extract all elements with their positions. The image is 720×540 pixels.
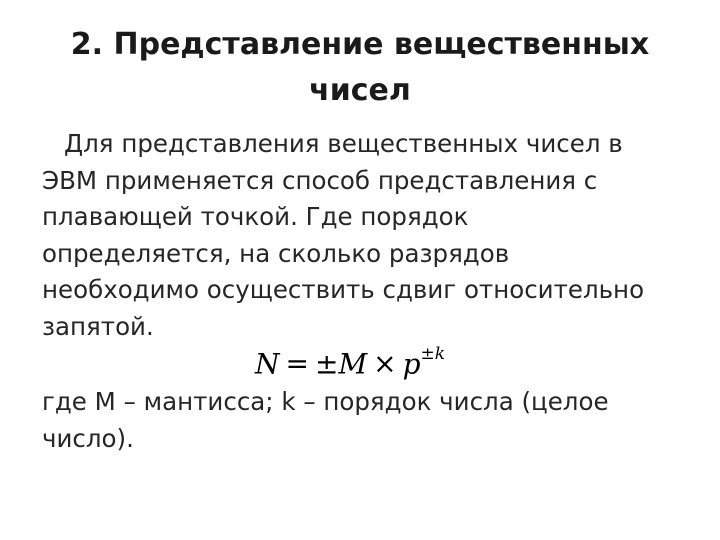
formula-plus-minus: ± xyxy=(314,347,339,381)
formula-lhs: N xyxy=(255,347,280,381)
body-line: плавающей точкой. Где порядок xyxy=(42,202,469,231)
formula-base: p xyxy=(402,347,421,381)
formula-exponent: ±k xyxy=(420,344,446,364)
title-line-2: чисел xyxy=(309,73,411,108)
body-line: Для представления вещественных чисел в xyxy=(64,129,623,158)
explanation-text xyxy=(42,384,682,457)
formula-equals: = xyxy=(285,347,309,381)
formula-mantissa: M xyxy=(338,347,368,381)
body-line: необходимо осуществить сдвиг относительно xyxy=(42,275,645,304)
formula-times: × xyxy=(373,347,397,381)
body-line: ЭВМ применяется способ представления с xyxy=(42,165,598,195)
slide-title xyxy=(40,22,680,114)
body-line: определяется, на сколько разрядов xyxy=(42,238,510,268)
body-text xyxy=(42,126,682,345)
title-line-1: 2. Представление вещественных xyxy=(70,27,650,62)
body-line: запятой. xyxy=(42,311,154,341)
formula xyxy=(255,338,445,384)
explanation-line: где М – мантисса; k – порядок числа (целое xyxy=(42,387,609,416)
explanation-line: число). xyxy=(42,423,134,453)
